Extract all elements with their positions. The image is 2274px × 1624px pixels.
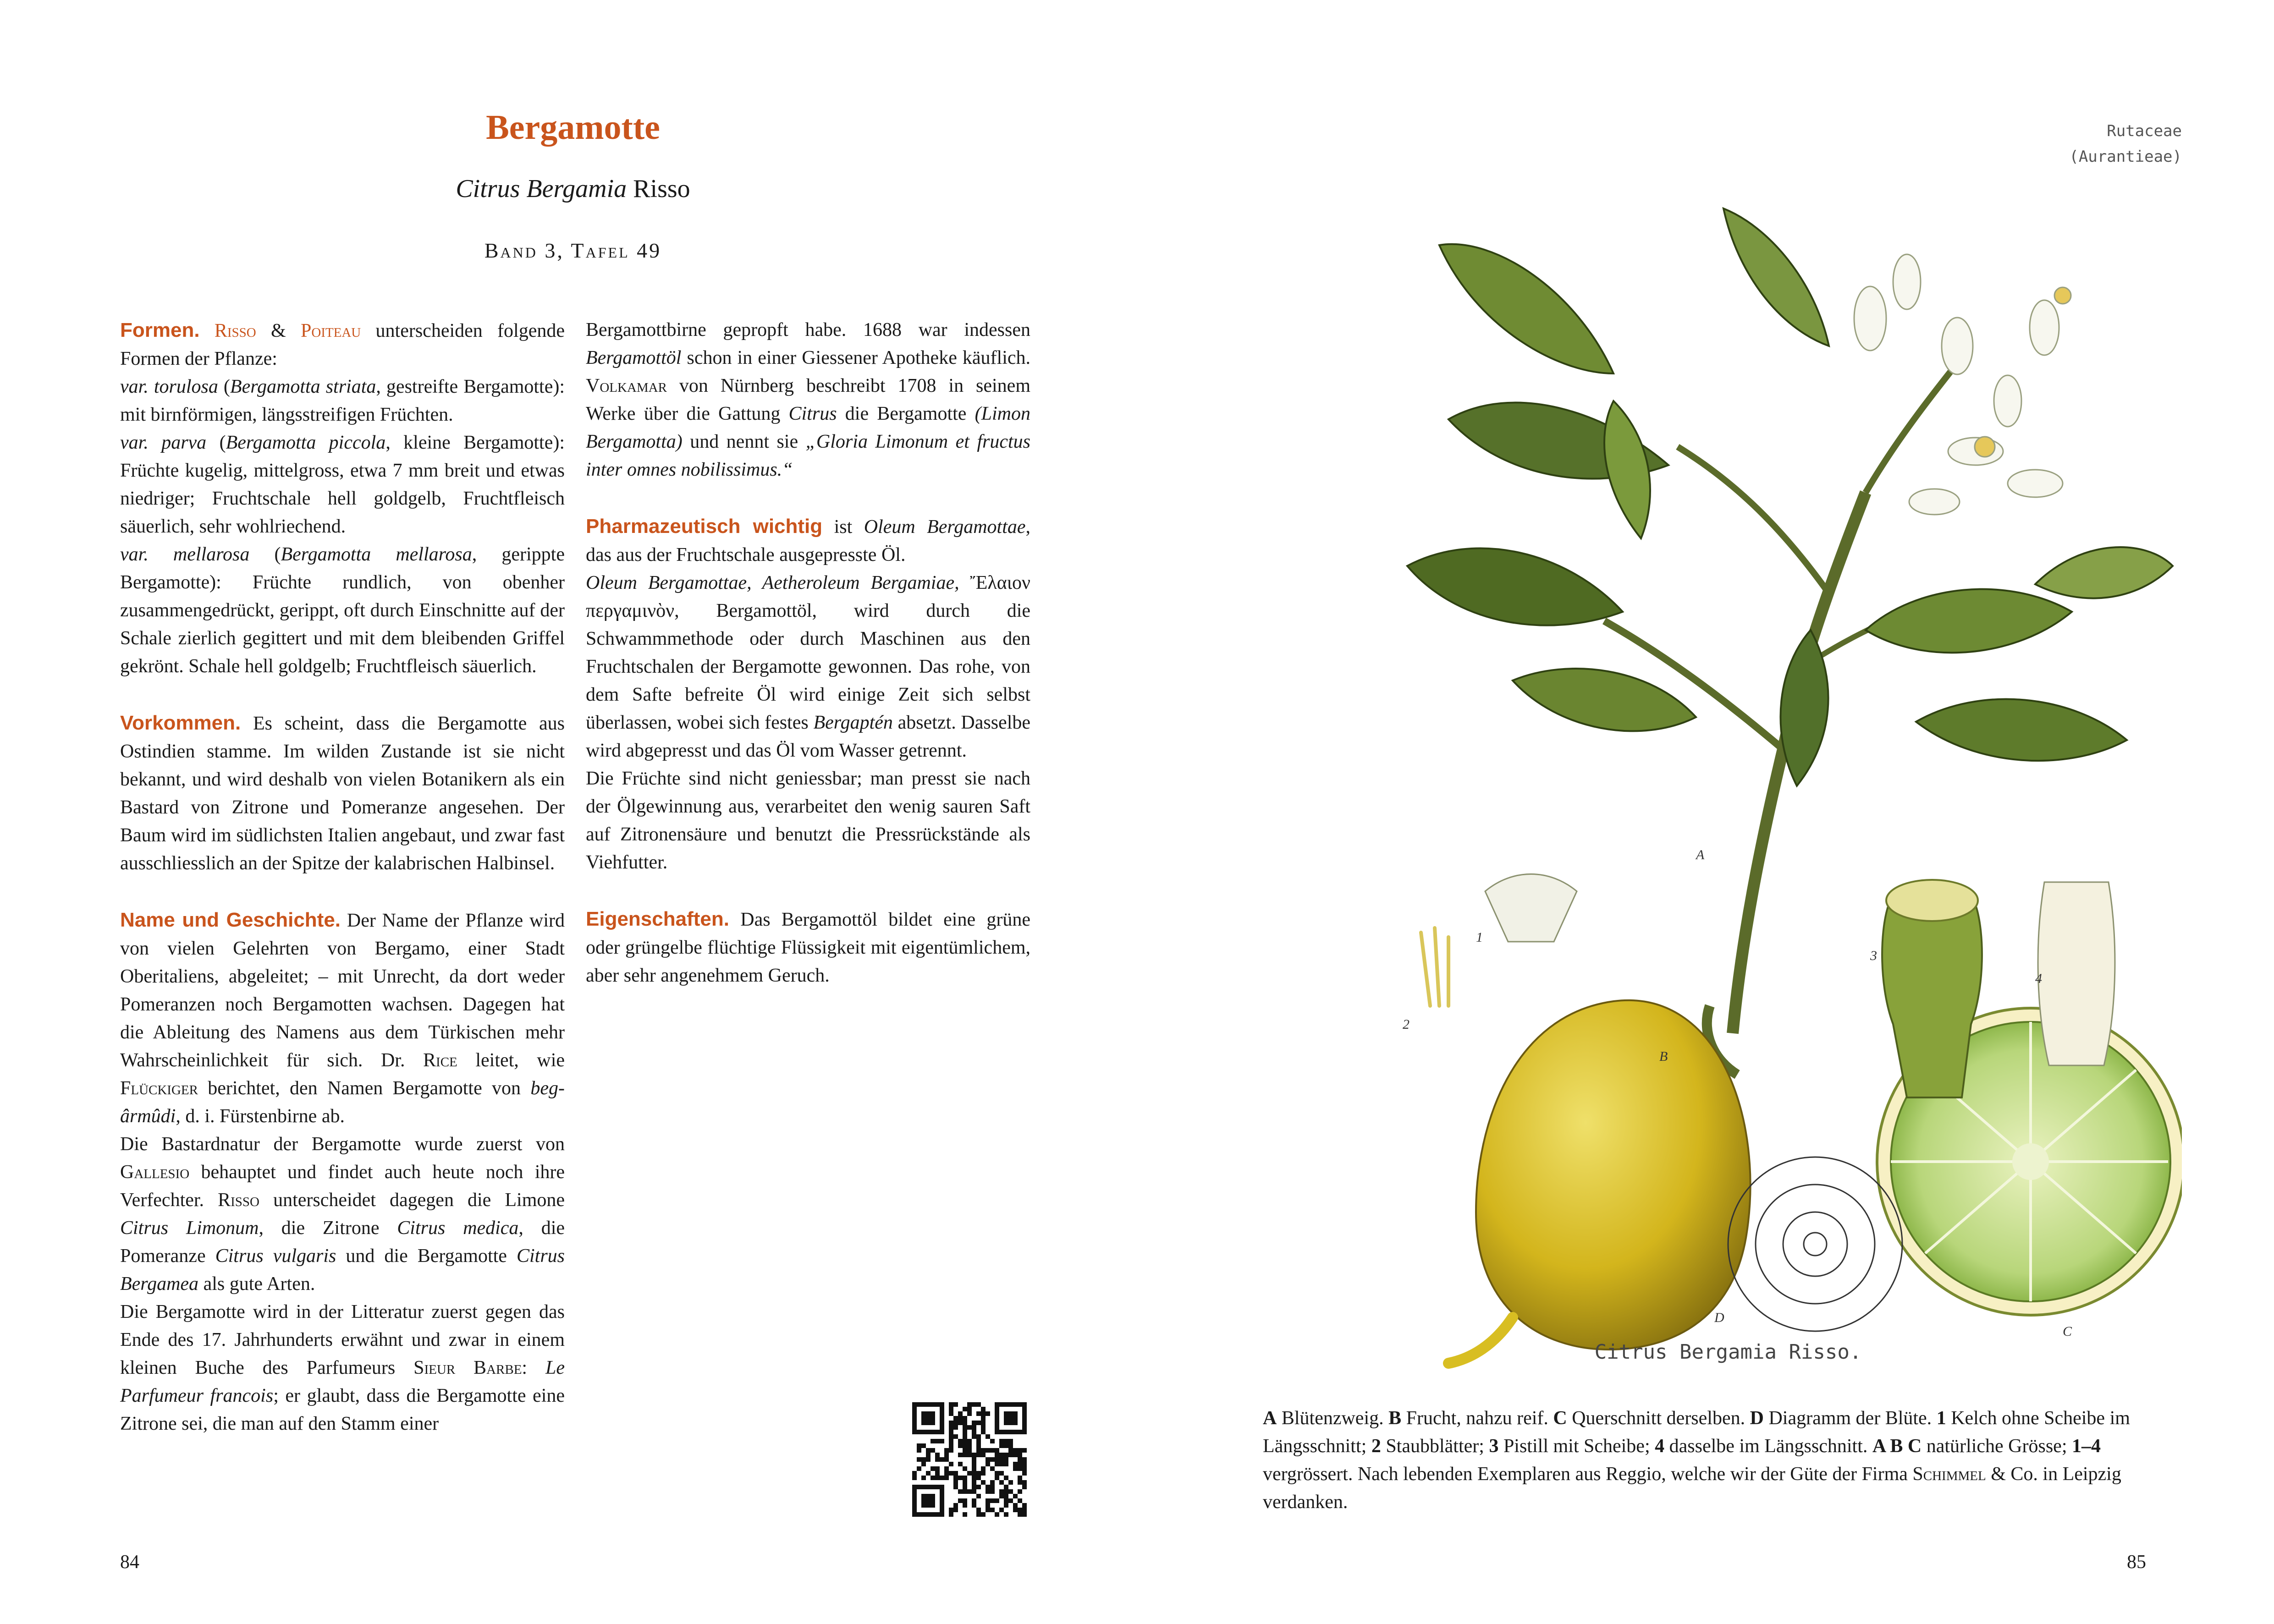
caption-key: B <box>1388 1408 1402 1429</box>
section-heading-eigen: Eigenschaften. <box>586 908 729 930</box>
text: , die Zitrone <box>259 1218 380 1239</box>
species-limon-bergamotta: (Limon Bergamotta) <box>586 403 1030 452</box>
text: Die Bergamotte wird in der Litteratur zuerst gegen das Ende des 17. Jahrhunderts erwähnt und zwar in einem kleinen Buche des Parfumeurs <box>120 1301 565 1378</box>
vorkommen-section <box>120 709 565 878</box>
text: unterscheidet dagegen die Limone <box>273 1190 565 1211</box>
variety-parva <box>120 429 565 541</box>
text: Die Bastardnatur der Bergamotte wurde zuerst von <box>120 1134 565 1155</box>
genus-citrus: Citrus <box>788 403 837 424</box>
text: ; er glaubt, dass die Bergamotte eine Zitrone sei, die man auf den Stamm einer <box>120 1385 565 1434</box>
letter-4: 4 <box>2035 971 2042 986</box>
formen-intro: unterscheiden folgende Formen der Pflanze: <box>120 320 565 369</box>
text: ist <box>834 516 853 538</box>
letter-2: 2 <box>1403 1017 1410 1032</box>
author-gallesio: Gallesio <box>120 1162 190 1183</box>
fruit-b <box>1448 1000 1751 1363</box>
variety-mellarosa <box>120 541 565 680</box>
paren-open: ( <box>219 432 226 453</box>
quote-gloria: „Gloria Limonum et fructus inter omnes nobilissimus.“ <box>586 431 1031 480</box>
caption-text: Frucht, nahzu reif. <box>1406 1408 1548 1429</box>
name-text-1: Der Name der Pflanze wird von vielen Gelehrten von Bergamo, einer Stadt Oberitaliens, abgeleitet; – mit Unrecht, da dort weder Pomeranzen noch Bergamotten wachsen. Dagegen hat die Ableitung des Namens aus dem Türkischen mehr Wahrscheinlichkeit für sich. Dr. <box>120 910 565 1071</box>
synonym: Bergamotta mellarosa <box>281 544 472 565</box>
oil-paragraph <box>586 569 1030 765</box>
caption-key: 3 <box>1489 1436 1499 1457</box>
latin-name <box>0 174 1146 203</box>
text: : <box>522 1357 528 1378</box>
oil-names: Oleum Bergamottae, Aetheroleum Bergamiae, <box>586 572 959 593</box>
name-text-3: berichtet, den Namen Bergamotte von <box>208 1078 521 1099</box>
letter-a: A <box>1696 847 1705 862</box>
caption-text: Pistill mit Scheibe; <box>1503 1436 1650 1457</box>
caption-text: dasselbe im Längsschnitt. <box>1669 1436 1868 1457</box>
term-bergamottoel: Bergamottöl <box>586 347 682 368</box>
caption-key: 4 <box>1655 1436 1665 1457</box>
page-number-left: 84 <box>120 1552 139 1573</box>
variety-desc: , gestreifte Bergamotte): mit birnförmigen, längsstreifigen Früchten. <box>120 376 565 425</box>
formen-section <box>120 316 565 373</box>
literature-continued <box>586 316 1030 484</box>
author-rice: Rice <box>423 1050 457 1071</box>
plate-label: Citrus Bergamia Risso. <box>1594 1340 1862 1364</box>
text: von Nürnberg beschreibt 1708 in seinem Werke über die Gattung <box>586 375 1030 424</box>
text: schon in einer Giessener Apotheke käuflich. <box>687 347 1030 368</box>
caption-text: Diagramm der Blüte. <box>1768 1408 1932 1429</box>
fruit-paragraph: Die Früchte sind nicht geniessbar; man presst sie nach der Ölgewinnung aus, verarbeitet den wenig sauren Saft auf Zitronensäure und benutzt die Pressrückstände als Viehfutter. <box>586 768 1030 873</box>
author-risso-2: Risso <box>218 1190 259 1211</box>
name-text-4: , d. i. Fürstenbirne ab. <box>176 1106 345 1127</box>
species-limonum: Citrus Limonum <box>120 1218 259 1239</box>
name-text-2: leitet, wie <box>475 1050 565 1071</box>
letter-3: 3 <box>1870 948 1877 963</box>
caption-text: Querschnitt derselben. <box>1572 1408 1745 1429</box>
synonym: Bergamotta piccola <box>226 432 386 453</box>
literature-paragraph <box>120 1298 565 1438</box>
text: , das aus der Fruchtschale ausgepresste Öl. <box>586 516 1031 565</box>
caption-key: D <box>1750 1408 1764 1429</box>
caption-text: Kelch ohne Scheibe im Längsschnitt; <box>1263 1408 2130 1457</box>
page-number-right: 85 <box>2127 1552 2146 1573</box>
vorkommen-text: Es scheint, dass die Bergamotte aus Ostindien stamme. Im wilden Zustande ist sie nicht bekannt, und wird deshalb von vielen Botanikern als ein Bastard von Zitrone und Pomeranze angesehen. Der Baum wird im südlichsten Italien angebaut, und zwar fast ausschliesslich an der Spitze der kalabrischen Halbinsel. <box>120 713 565 874</box>
text-column-right <box>586 316 1030 990</box>
text: behauptet und findet auch heute noch ihre Verfechter. <box>120 1162 565 1211</box>
text: absetzt. Dasselbe wird abgepresst und das Öl vom Wasser getrennt. <box>586 712 1031 761</box>
text: die Bergamotte <box>845 403 967 424</box>
author-barbe: Sieur Barbe <box>413 1357 522 1378</box>
plate-family <box>1966 118 2182 170</box>
term-oleum: Oleum Bergamottae <box>864 516 1026 538</box>
text: und nennt sie <box>690 431 798 452</box>
synonym: Bergamotta striata <box>230 376 376 397</box>
caption-text: & Co. in Leipzig verdanken. <box>1263 1464 2121 1513</box>
variety-desc: , kleine Bergamotte): Früchte kugelig, mittelgross, etwa 7 mm breit und etwas niedriger; Fruchtschale hell goldgelb, Fruchtfleisch säuerlich, sehr wohlriechend. <box>120 432 565 537</box>
caption-key: 2 <box>1371 1436 1381 1457</box>
bastard-paragraph <box>120 1130 565 1298</box>
plate-reference: Band 3, Tafel 49 <box>484 239 662 262</box>
text: , die Pomeranze <box>120 1218 565 1267</box>
book-title: Le Parfumeur francois <box>120 1357 565 1406</box>
botanical-plate <box>1256 89 2182 1386</box>
firm-schimmel: Schimmel <box>1912 1464 1986 1485</box>
species-vulgaris: Citrus vulgaris <box>215 1245 336 1267</box>
caption-key: A B C <box>1872 1436 1922 1457</box>
caption-key: A <box>1263 1408 1277 1429</box>
eigen-section <box>586 905 1030 990</box>
letter-b: B <box>1659 1049 1668 1064</box>
letter-c: C <box>2063 1324 2072 1339</box>
paren-open: ( <box>274 544 281 565</box>
caption-key: C <box>1553 1408 1567 1429</box>
variety-name: var. mellarosa <box>120 544 250 565</box>
diagram-d <box>1728 1157 1902 1331</box>
text: als gute Arten. <box>203 1273 315 1295</box>
author-risso: Risso <box>214 320 256 341</box>
blossoms <box>1854 254 2071 515</box>
variety-torulosa <box>120 373 565 429</box>
name-section <box>120 906 565 1130</box>
author-volkamar: Volkamar <box>586 375 667 396</box>
caption-key: 1–4 <box>2072 1436 2101 1457</box>
text: Bergamottöl, wird durch die Schwammmethode oder durch Maschinen aus den Fruchtschalen der Bergamotte gewonnen. Das rohe, von dem Safte befreite Öl wird einige Zeit sich selbst überlassen, wobei sich festes <box>586 600 1031 733</box>
caption-text: Staubblätter; <box>1386 1436 1484 1457</box>
author-poiteau: Poiteau <box>300 320 361 341</box>
author-flueckiger: Flückiger <box>120 1078 198 1099</box>
term-bergapten: Bergaptén <box>813 712 893 733</box>
page-title: Bergamotte <box>486 108 660 147</box>
eigen-text: Das Bergamottöl bildet eine grüne oder grüngelbe flüchtige Flüssigkeit mit eigentümlichem, aber sehr angenehmem Geruch. <box>586 909 1031 986</box>
letter-d: D <box>1714 1310 1724 1325</box>
section-heading-name: Name und Geschichte. <box>120 909 341 931</box>
latin-author: Risso <box>633 175 690 203</box>
family-name: Rutaceae <box>2107 122 2182 140</box>
plate-caption <box>1263 1405 2170 1516</box>
species-bergamea: Citrus Bergamea <box>120 1245 565 1295</box>
text-column-left <box>120 316 565 1438</box>
letter-1: 1 <box>1476 930 1483 945</box>
subfamily-name: (Aurantieae) <box>2069 148 2182 166</box>
caption-text: natürliche Grösse; <box>1926 1436 2067 1457</box>
text: und die Bergamotte <box>346 1245 507 1267</box>
variety-name: var. parva <box>120 432 207 453</box>
paren-open: ( <box>223 376 230 397</box>
text: Bergamottbirne gepropft habe. 1688 war indessen <box>586 319 1030 340</box>
ampersand: & <box>271 320 286 341</box>
variety-name: var. torulosa <box>120 376 218 397</box>
section-heading-formen: Formen. <box>120 319 200 341</box>
qr-code[interactable] <box>912 1402 1027 1517</box>
pharma-section <box>586 512 1030 569</box>
section-heading-vorkommen: Vorkommen. <box>120 712 241 734</box>
caption-text: Blütenzweig. <box>1281 1408 1384 1429</box>
caption-key: 1 <box>1936 1408 1946 1429</box>
etymology-term: beg-ârmûdi <box>120 1078 565 1127</box>
species-medica: Citrus medica <box>397 1218 519 1239</box>
variety-desc: , gerippte Bergamotte): Früchte rundlich, von obenher zusammengedrückt, gerippt, oft durch Einschnitte auf der Schale zierlich gegittert und mit dem bleibenden Griffel gekrönt. Schale hell goldgelb; Fruchtfleisch säuerlich. <box>120 544 565 677</box>
caption-text: vergrössert. Nach lebenden Exemplaren aus Reggio, welche wir der Güte der Firma <box>1263 1464 1908 1485</box>
greek-name: Ἔλαιον περγαμινὸν, <box>586 572 1030 621</box>
section-heading-pharma: Pharmazeutisch wichtig <box>586 515 823 538</box>
latin-binomial: Citrus Bergamia <box>456 175 627 203</box>
